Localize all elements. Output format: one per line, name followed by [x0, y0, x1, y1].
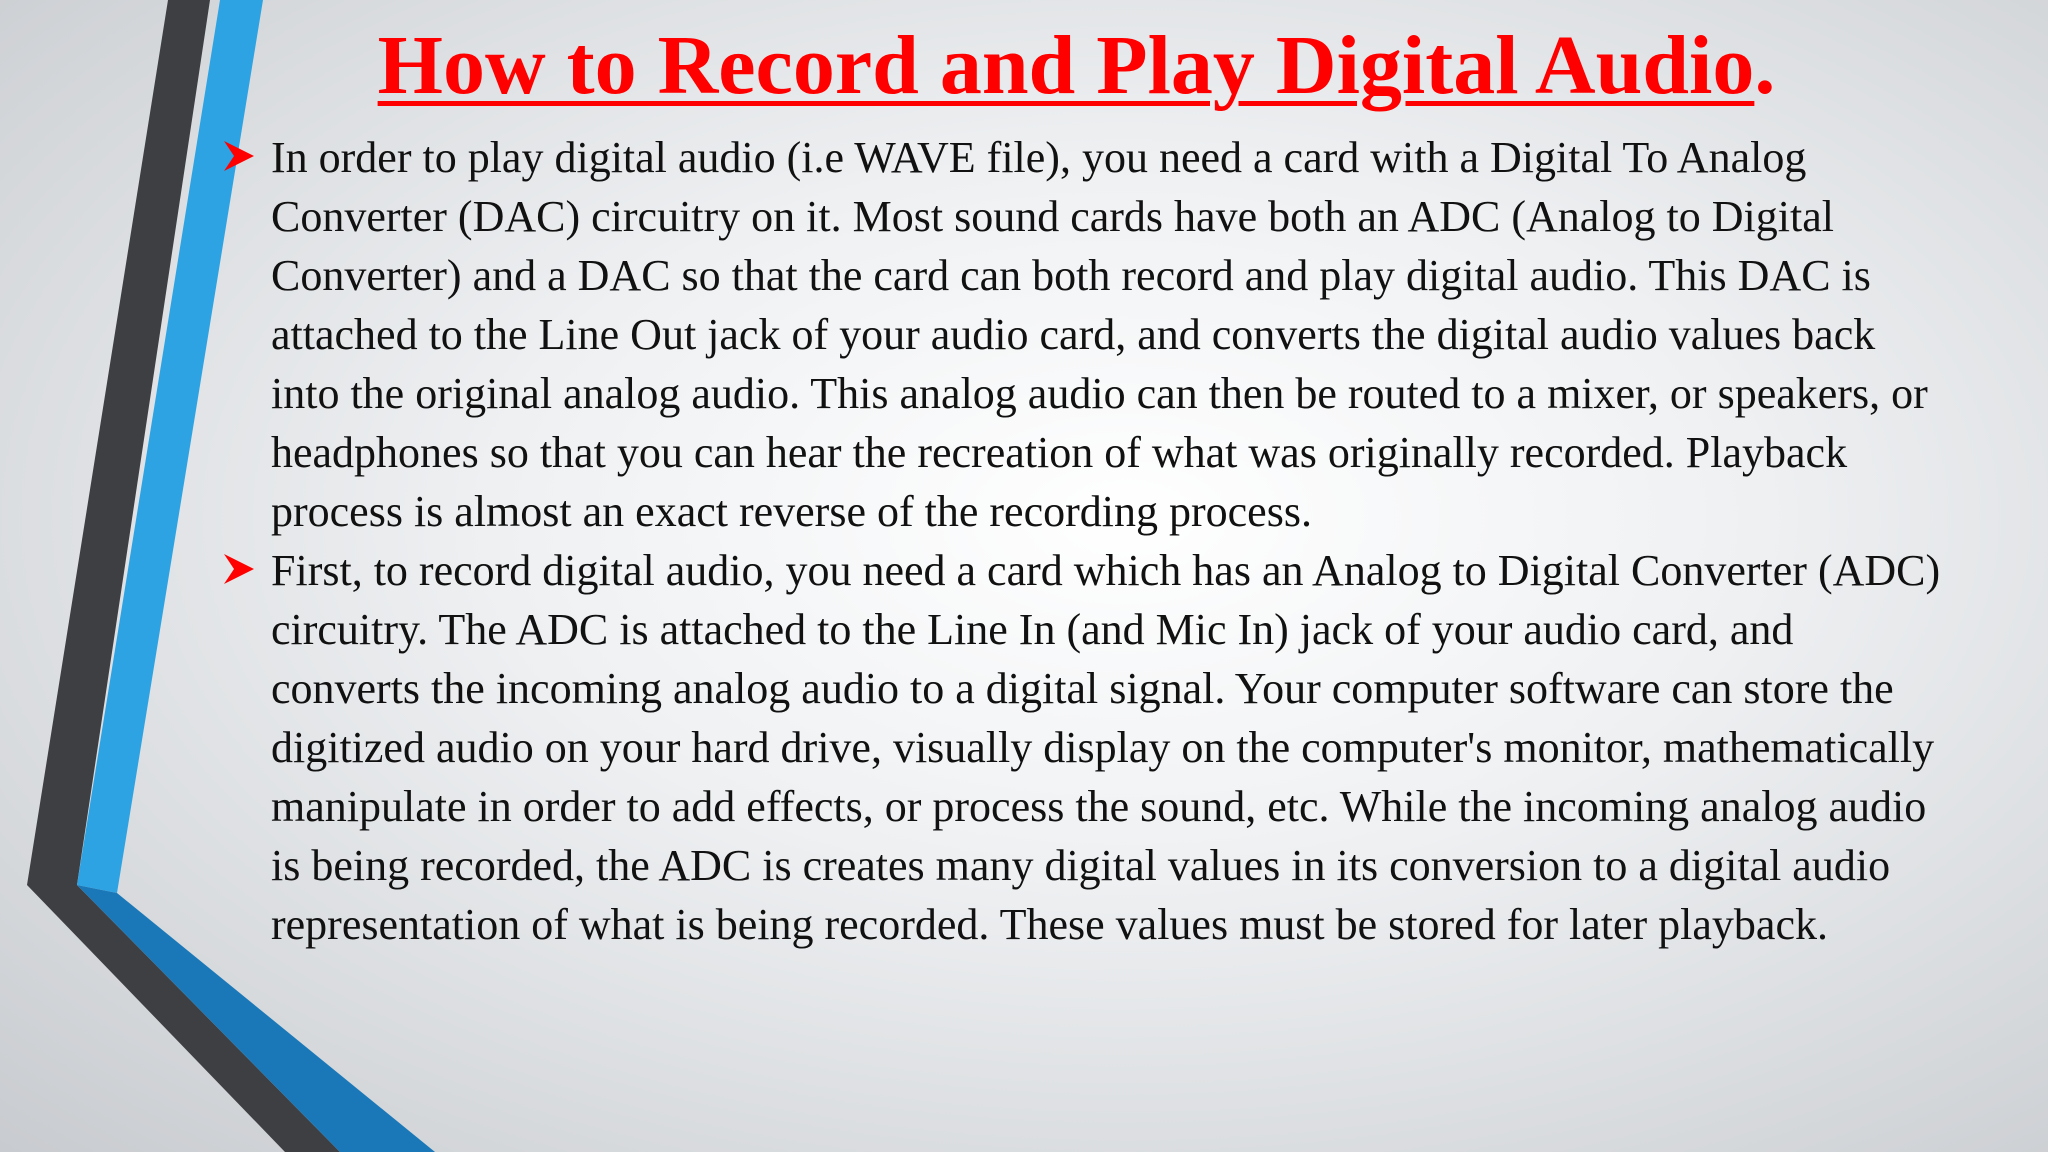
bullet-text-playback: In order to play digital audio (i.e WAVE file), you need a card with a Digital To Analog Converter (DAC) circuitry on it. Most sound cards have both an ADC (Analog to Digital Converter) and a DAC so that the card can both record and play digital audio. This DAC is attached to the Line Out jack of your audio card, and converts the digital audio values back into the original analog audio. This analog audio can then be routed to a mixer, or speakers, or headphones so that you can hear the recreation of what was originally recorded. Playback process is almost an exact reverse of the recording process. [271, 133, 1928, 536]
arrowhead-bullet-icon [221, 138, 257, 174]
bullet-item-playback [221, 128, 1941, 541]
arrowhead-bullet-icon [221, 551, 257, 587]
slide-title-period: . [1754, 19, 1776, 112]
slide-title [0, 18, 2048, 114]
bullet-text-record: First, to record digital audio, you need a card which has an Analog to Digital Converter (ADC) circuitry. The ADC is attached to the Line In (and Mic In) jack of your audio card, and converts the incoming analog audio to a digital signal. Your computer software can store the digitized audio on your hard drive, visually display on the computer's monitor, mathematically manipulate in order to add effects, or process the sound, etc. While the incoming analog audio is being recorded, the ADC is creates many digital values in its conversion to a digital audio representation of what is being recorded. These values must be stored for later playback. [271, 546, 1941, 949]
bullet-list [221, 128, 1941, 954]
slide-title-text: How to Record and Play Digital Audio [377, 19, 1755, 112]
bullet-item-record [221, 541, 1941, 954]
